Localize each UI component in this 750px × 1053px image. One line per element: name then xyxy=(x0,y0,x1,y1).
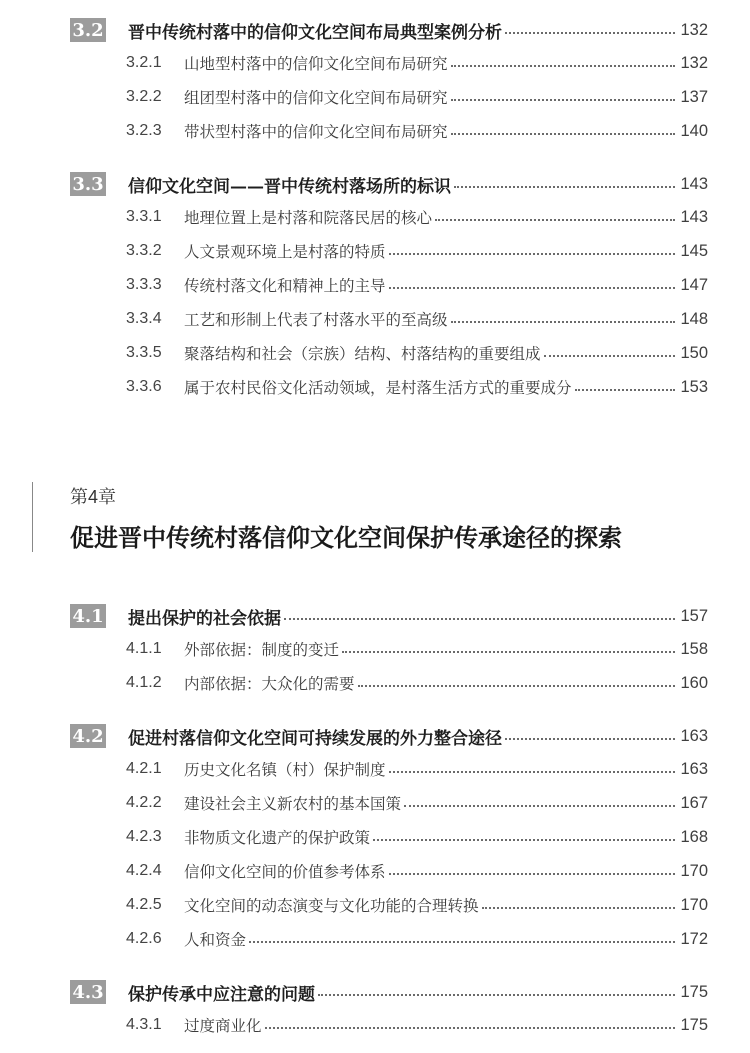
dot-leader xyxy=(342,651,675,653)
dot-leader xyxy=(451,321,676,323)
subsection-title: 历史文化名镇（村）保护制度 xyxy=(184,762,386,779)
section-title: 提出保护的社会依据 xyxy=(128,608,281,629)
toc-subsection-entry[interactable] xyxy=(70,636,708,662)
subsection-title: 信仰文化空间的价值参考体系 xyxy=(184,864,386,881)
subsection-title: 非物质文化遗产的保护政策 xyxy=(184,830,371,847)
section-number-badge: 4.1 xyxy=(70,604,106,628)
subsection-number: 4.3.1 xyxy=(126,1016,162,1033)
dot-leader xyxy=(318,994,675,996)
toc-subsection-entry[interactable] xyxy=(70,118,708,144)
toc-section-entry[interactable] xyxy=(70,171,708,197)
page-number: 170 xyxy=(680,861,708,880)
section-title: 信仰文化空间——晋中传统村落场所的标识 xyxy=(128,176,451,197)
section-title: 保护传承中应注意的问题 xyxy=(128,984,315,1005)
chapter-label: 第4章 xyxy=(70,487,117,507)
subsection-number: 4.1.2 xyxy=(126,674,162,691)
dot-leader xyxy=(284,618,675,620)
dot-leader xyxy=(454,186,675,188)
page-number: 140 xyxy=(680,121,708,140)
subsection-title: 内部依据：大众化的需要 xyxy=(184,676,355,693)
subsection-number: 3.2.3 xyxy=(126,122,162,139)
chapter-rule xyxy=(32,482,33,552)
page-number: 150 xyxy=(680,343,708,362)
toc-section-entry[interactable] xyxy=(70,723,708,749)
dot-leader xyxy=(389,873,676,875)
toc-subsection-entry[interactable] xyxy=(70,824,708,850)
section-number-badge: 4.3 xyxy=(70,980,106,1004)
dot-leader xyxy=(575,389,676,391)
subsection-title: 聚落结构和社会（宗族）结构、村落结构的重要组成 xyxy=(184,346,541,363)
toc-subsection-entry[interactable] xyxy=(70,892,708,918)
subsection-number: 4.2.3 xyxy=(126,828,162,845)
toc-subsection-entry[interactable] xyxy=(70,272,708,298)
subsection-title: 带状型村落中的信仰文化空间布局研究 xyxy=(184,124,448,141)
page-number: 145 xyxy=(680,241,708,260)
toc-section-entry[interactable] xyxy=(70,17,708,43)
page-number: 163 xyxy=(680,759,708,778)
page-number: 143 xyxy=(680,174,708,193)
page-number: 132 xyxy=(680,20,708,39)
section-number-badge: 3.2 xyxy=(70,18,106,42)
toc-section-entry[interactable] xyxy=(70,603,708,629)
dot-leader xyxy=(373,839,675,841)
dot-leader xyxy=(505,738,675,740)
dot-leader xyxy=(389,287,676,289)
subsection-title: 外部依据：制度的变迁 xyxy=(184,642,340,659)
chapter-heading xyxy=(32,482,722,552)
subsection-title: 山地型村落中的信仰文化空间布局研究 xyxy=(184,56,448,73)
toc-subsection-entry[interactable] xyxy=(70,340,708,366)
toc-subsection-entry[interactable] xyxy=(70,756,708,782)
toc-section-entry[interactable] xyxy=(70,979,708,1005)
subsection-number: 3.3.1 xyxy=(126,208,162,225)
subsection-title: 传统村落文化和精神上的主导 xyxy=(184,278,386,295)
page-number: 143 xyxy=(680,207,708,226)
subsection-title: 地理位置上是村落和院落民居的核心 xyxy=(184,210,433,227)
toc-subsection-entry[interactable] xyxy=(70,670,708,696)
page-number: 163 xyxy=(680,726,708,745)
dot-leader xyxy=(389,771,676,773)
subsection-number: 3.2.2 xyxy=(126,88,162,105)
page-number: 175 xyxy=(680,982,708,1001)
toc-subsection-entry[interactable] xyxy=(70,858,708,884)
section-title: 晋中传统村落中的信仰文化空间布局典型案例分析 xyxy=(128,22,502,43)
subsection-number: 4.2.6 xyxy=(126,930,162,947)
dot-leader xyxy=(451,99,676,101)
page-number: 175 xyxy=(680,1015,708,1034)
toc-subsection-entry[interactable] xyxy=(70,1012,708,1038)
subsection-title: 文化空间的动态演变与文化功能的合理转换 xyxy=(184,898,479,915)
subsection-title: 过度商业化 xyxy=(184,1018,262,1035)
dot-leader xyxy=(265,1027,676,1029)
subsection-number: 3.3.4 xyxy=(126,310,162,327)
page-number: 158 xyxy=(680,639,708,658)
page-number: 132 xyxy=(680,53,708,72)
section-number-badge: 4.2 xyxy=(70,724,106,748)
dot-leader xyxy=(544,355,676,357)
dot-leader xyxy=(435,219,675,221)
subsection-title: 属于农村民俗文化活动领域，是村落生活方式的重要成分 xyxy=(184,380,572,397)
subsection-number: 4.1.1 xyxy=(126,640,162,657)
page-number: 147 xyxy=(680,275,708,294)
page-number: 153 xyxy=(680,377,708,396)
subsection-number: 4.2.5 xyxy=(126,896,162,913)
toc-subsection-entry[interactable] xyxy=(70,790,708,816)
subsection-number: 3.3.6 xyxy=(126,378,162,395)
toc-subsection-entry[interactable] xyxy=(70,926,708,952)
page-number: 170 xyxy=(680,895,708,914)
page-number: 157 xyxy=(680,606,708,625)
subsection-number: 3.3.3 xyxy=(126,276,162,293)
dot-leader xyxy=(451,65,676,67)
subsection-number: 3.3.5 xyxy=(126,344,162,361)
toc-subsection-entry[interactable] xyxy=(70,84,708,110)
page-number: 137 xyxy=(680,87,708,106)
toc-subsection-entry[interactable] xyxy=(70,306,708,332)
page-number: 168 xyxy=(680,827,708,846)
subsection-number: 4.2.4 xyxy=(126,862,162,879)
dot-leader xyxy=(358,685,676,687)
section-number-badge: 3.3 xyxy=(70,172,106,196)
dot-leader xyxy=(404,805,675,807)
toc-subsection-entry[interactable] xyxy=(70,374,708,400)
toc-subsection-entry[interactable] xyxy=(70,238,708,264)
subsection-number: 3.3.2 xyxy=(126,242,162,259)
subsection-title: 工艺和形制上代表了村落水平的至高级 xyxy=(184,312,448,329)
subsection-number: 4.2.1 xyxy=(126,760,162,777)
toc-subsection-entry[interactable] xyxy=(70,50,708,76)
section-title: 促进村落信仰文化空间可持续发展的外力整合途径 xyxy=(128,728,502,749)
subsection-title: 人和资金 xyxy=(184,932,247,949)
subsection-number: 4.2.2 xyxy=(126,794,162,811)
subsection-title: 建设社会主义新农村的基本国策 xyxy=(184,796,402,813)
dot-leader xyxy=(451,133,676,135)
page-number: 167 xyxy=(680,793,708,812)
subsection-number: 3.2.1 xyxy=(126,54,162,71)
dot-leader xyxy=(505,32,675,34)
page-number: 172 xyxy=(680,929,708,948)
chapter-title: 促进晋中传统村落信仰文化空间保护传承途径的探索 xyxy=(70,523,622,552)
subsection-title: 组团型村落中的信仰文化空间布局研究 xyxy=(184,90,448,107)
page-number: 148 xyxy=(680,309,708,328)
dot-leader xyxy=(249,941,675,943)
subsection-title: 人文景观环境上是村落的特质 xyxy=(184,244,386,261)
page-number: 160 xyxy=(680,673,708,692)
toc-subsection-entry[interactable] xyxy=(70,204,708,230)
dot-leader xyxy=(389,253,676,255)
dot-leader xyxy=(482,907,676,909)
